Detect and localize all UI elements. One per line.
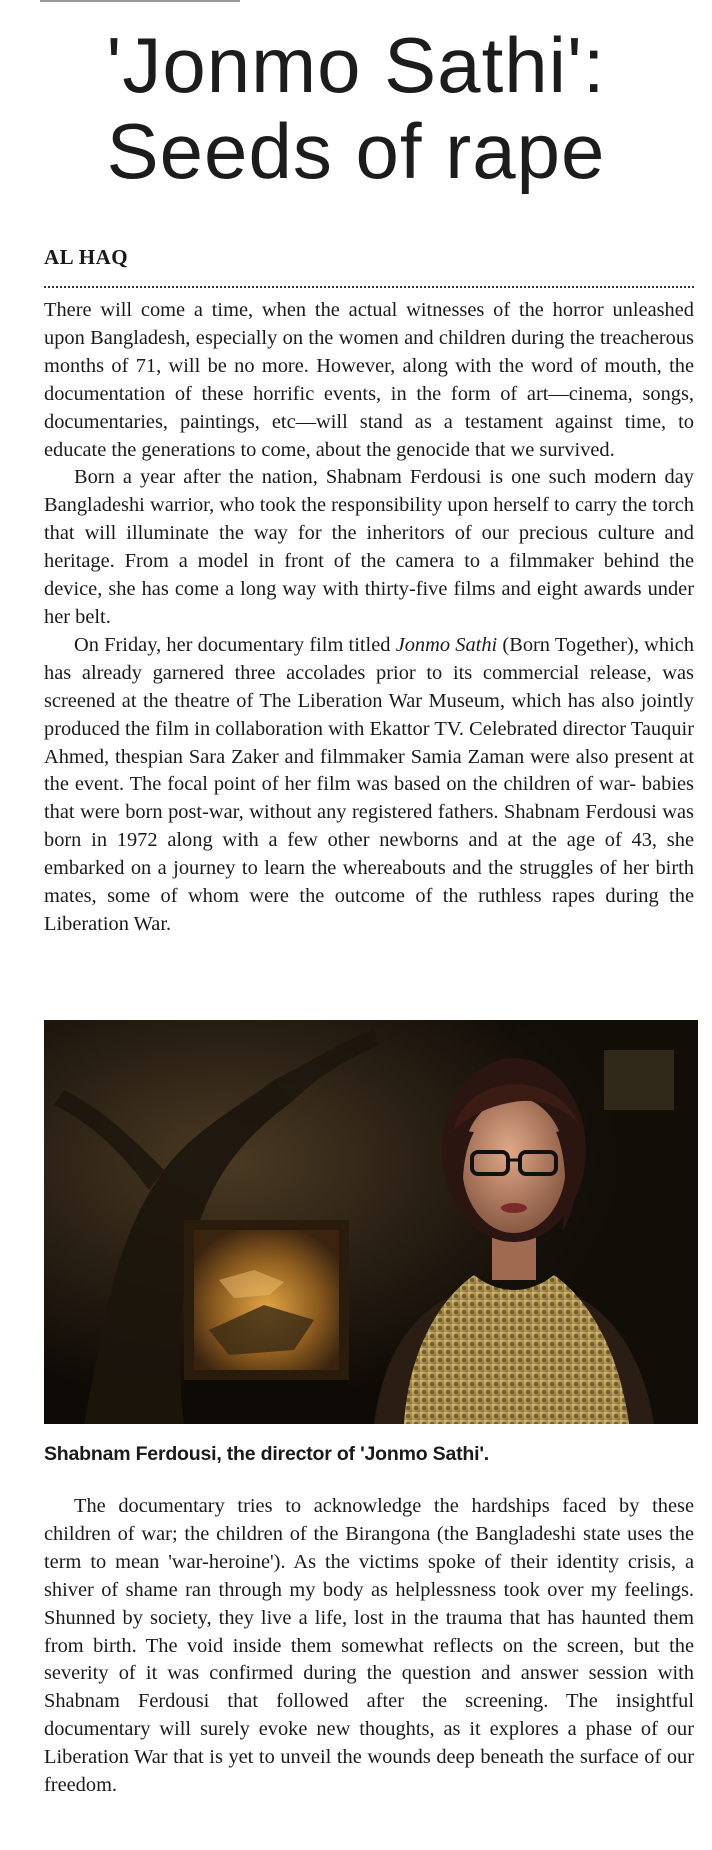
top-rule (40, 0, 240, 2)
film-title: Jonmo Sathi (395, 633, 498, 656)
director-photo (44, 1020, 698, 1424)
director-portrait-image (44, 1020, 698, 1424)
byline: AL HAQ (44, 245, 129, 269)
paragraph-2: Born a year after the nation, Shabnam Ferdousi is one such modern day Bangladeshi warrior, who took the responsibility upon herself to carry the torch that will illuminate the way for the inheritors of our precious culture and heritage. From a model in front of the camera to a filmmaker behind the device, she has come a long way with thirty-five films and eight awards under her belt. (44, 466, 694, 628)
paragraph-1: There will come a time, when the actual witnesses of the horror unleashed upon Bangladesh, especially on the women and children during the treacherous months of 71, will be no more. However, along with the word of mouth, the documentation of these horrific events, in the form of art—cinema, songs, documentaries, paintings, etc—will stand as a testament against time, to educate the generations to come, about the genocide that we survived. (44, 299, 694, 461)
paragraph-3-lead: On Friday, her documentary film titled (74, 633, 396, 656)
headline (0, 22, 712, 194)
byline-divider (44, 286, 694, 288)
article-body-top (44, 297, 694, 939)
headline-line-1: 'Jonmo Sathi': (106, 21, 606, 109)
headline-line-2: Seeds of rape (106, 107, 606, 195)
photo-caption: Shabnam Ferdousi, the director of 'Jonmo Sathi'. (44, 1443, 489, 1465)
paragraph-4: The documentary tries to acknowledge the hardships faced by these children of war; the children of the Birangona (the Bangladeshi state uses the term to mean 'war-heroine'). As the victims spoke of their identity crisis, a shiver of shame ran through my body as helplessness took over my feelings. Shunned by society, they live a life, lost in the trauma that has haunted them from birth. The void inside them somewhat reflects on the screen, but the severity of it was confirmed during the question and answer session with Shabnam Ferdousi that followed after the screening. The insightful documentary will surely evoke new thoughts, as it explores a phase of our Liberation War that is yet to unveil the wounds deep beneath the surface of our freedom. (44, 1495, 694, 1797)
paragraph-3 (44, 632, 694, 939)
paragraph-3-rest: (Born Together), which has already garnered three accolades prior to its commercial release, was screened at the theatre of The Liberation War Museum, which has also jointly produced the film in collaboration with Ekattor TV. Celebrated director Tauquir Ahmed, thespian Sara Zaker and filmmaker Samia Zaman were also present at the event. The focal point of her film was based on the children of war- babies that were born post-war, without any registered fathers. Shabnam Ferdousi was born in 1972 along with a few other newborns and at the age of 43, she embarked on a journey to learn the whereabouts and the struggles of her birth mates, some of whom were the outcome of the ruthless rapes during the Liberation War. (44, 633, 694, 935)
article-body-bottom (44, 1493, 694, 1800)
